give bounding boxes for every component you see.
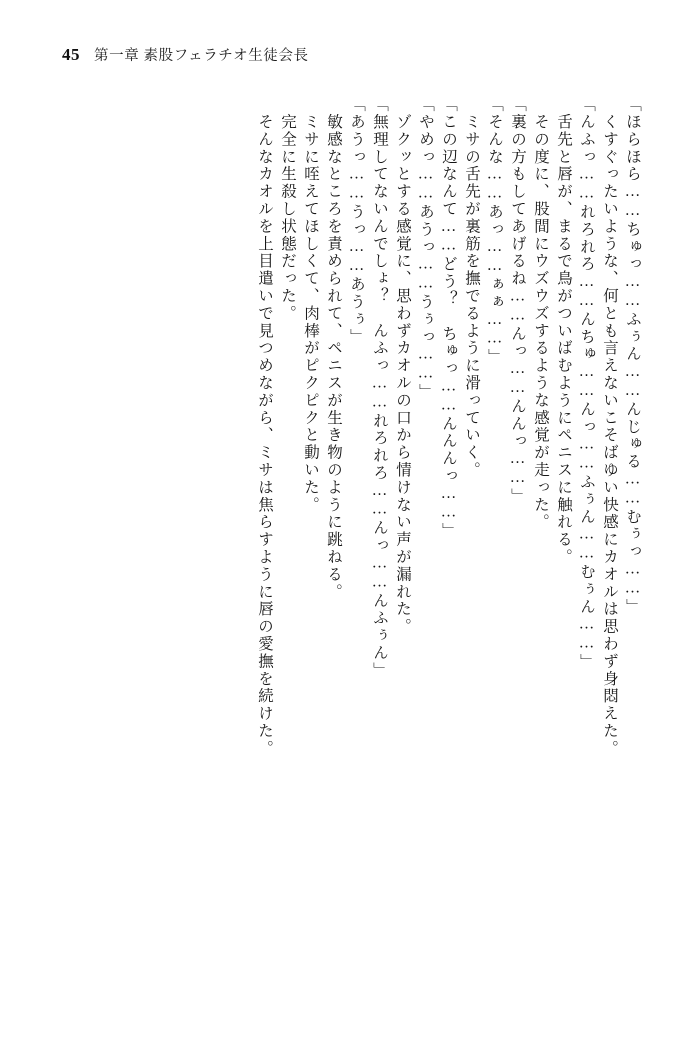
text-line: 「ほらほら……ちゅっ……ふぅん……んじゅる……むぅっ……」	[624, 96, 641, 616]
page-number: 45	[62, 45, 80, 64]
text-line: その度に、股間にウズウズするような感覚が走った。	[532, 96, 549, 531]
text-line: くすぐったいような、何とも言えないこそばゆい快感にカオルは思わず身悶えた。	[601, 96, 618, 758]
text-line: 「裏の方もしてあげるね……んっ……んんっ……」	[509, 96, 526, 506]
text-line: 「やめっ……あうっ……うぅっ……」	[417, 96, 434, 401]
text-line: 「無理してないんでしょ？ んふっ……れろれろ……んっ……んふぅん」	[371, 96, 388, 680]
text-line: 「そんな……あっ……ぁぁ……」	[486, 96, 503, 366]
text-line: 完全に生殺し状態だった。	[279, 96, 296, 323]
running-title: 第一章 素股フェラチオ生徒会長	[94, 48, 309, 64]
text-line: 舌先と唇が、まるで鳥がついばむようにペニスに触れる。	[555, 96, 572, 566]
page-header	[62, 44, 309, 65]
text-line: ゾクッとする感覚に、思わずカオルの口から情けない声が漏れた。	[394, 96, 411, 636]
text-line: 敏感なところを責められて、ペニスが生き物のように跳ねる。	[325, 96, 342, 601]
text-line: 「んふっ……れろれろ……んちゅ……んっ……ふぅん……むぅん……」	[578, 96, 595, 671]
text-line: 「この辺なんて……どう？ ちゅっ……んんんっ……」	[440, 96, 457, 540]
body-text	[60, 96, 640, 966]
text-line: ミサの舌先が裏筋を撫でるように滑っていく。	[463, 96, 480, 479]
text-line: 「あうっ……うっ……あうぅ」	[348, 96, 365, 346]
text-line: ミサに咥えてほしくて、肉棒がピクピクと動いた。	[302, 96, 319, 514]
text-line: そんなカオルを上目遣いで見つめながら、ミサは焦らすように唇の愛撫を続けた。	[256, 96, 273, 758]
